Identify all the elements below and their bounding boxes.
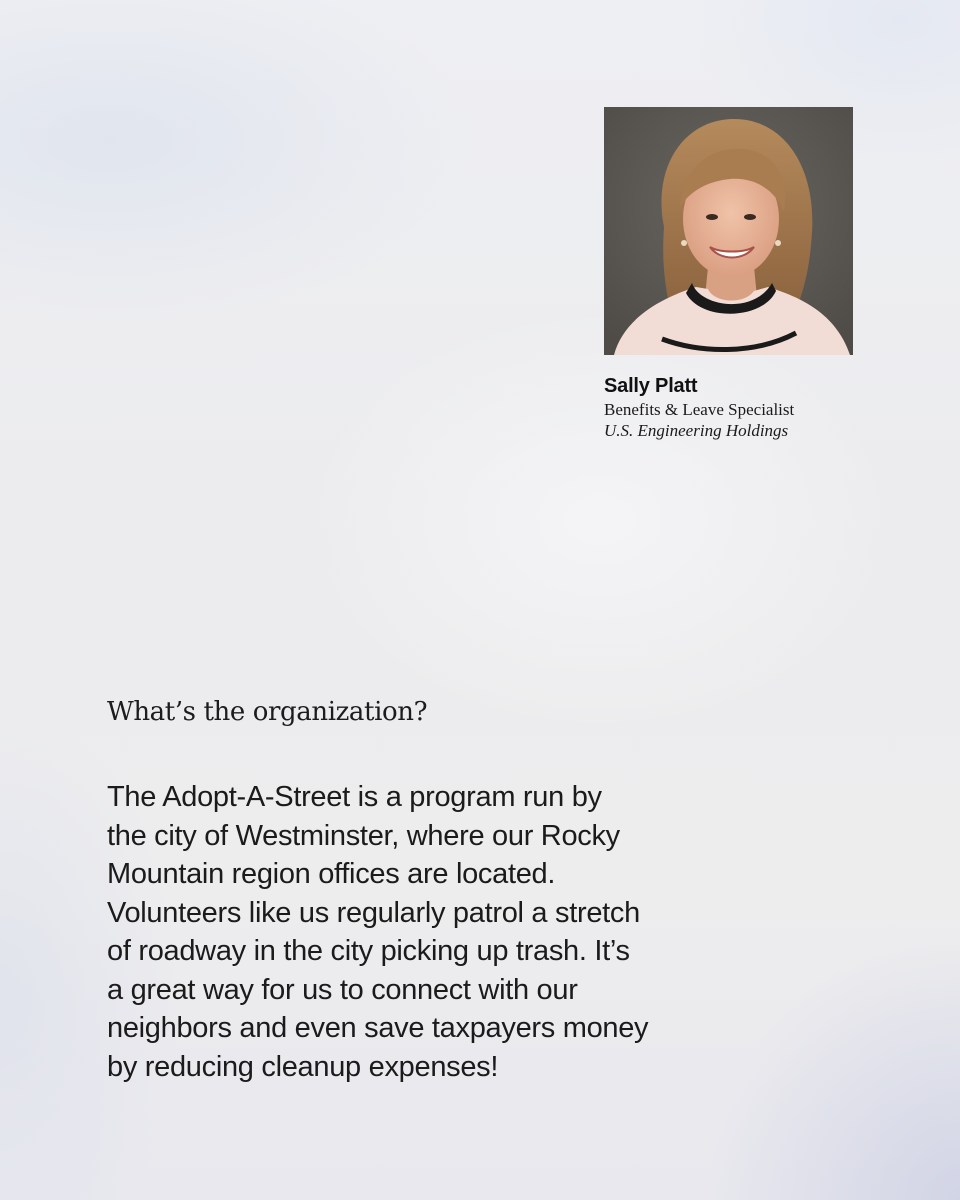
answer-line: Volunteers like us regularly patrol a stretch	[107, 896, 640, 929]
answer-line: a great way for us to connect with our	[107, 973, 578, 1006]
answer-line: The Adopt-A-Street is a program run by	[107, 781, 602, 813]
question-heading: What’s the organization?	[107, 697, 428, 727]
answer-line: Mountain region offices are located.	[107, 858, 556, 890]
profile-title: Benefits & Leave Specialist	[604, 400, 795, 419]
answer-line: of roadway in the city picking up trash. It’s	[107, 935, 630, 967]
answer-line: neighbors and even save taxpayers money	[107, 1012, 649, 1044]
profile-name: Sally Platt	[604, 375, 698, 397]
profile-company: U.S. Engineering Holdings	[604, 421, 789, 440]
profile-caption	[604, 373, 904, 442]
answer-line: the city of Westminster, where our Rocky	[107, 819, 620, 852]
answer-line: by reducing cleanup expenses!	[107, 1050, 499, 1083]
profile-photo	[604, 107, 853, 355]
answer-paragraph	[107, 778, 727, 1086]
